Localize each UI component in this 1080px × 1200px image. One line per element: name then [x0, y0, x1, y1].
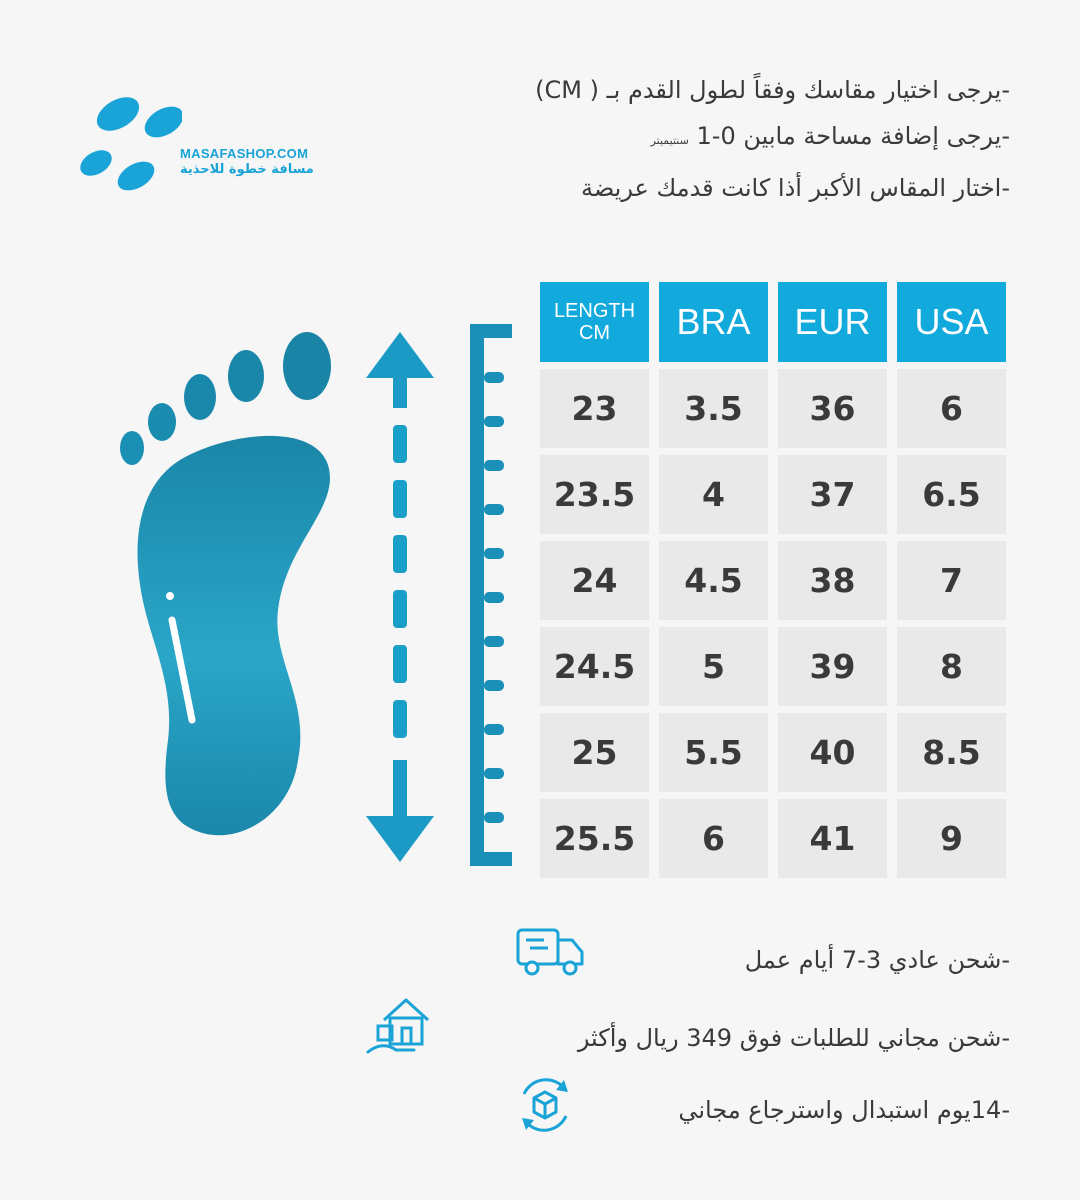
- cell-usa: 7: [897, 541, 1006, 620]
- header-bra: BRA: [659, 282, 768, 362]
- cell-bra: 3.5: [659, 369, 768, 448]
- cell-usa: 8: [897, 627, 1006, 706]
- cell-length: 24: [540, 541, 649, 620]
- note-foot-length: -يرجى اختيار مقاسك وفقاً لطول القدم بـ ( CM): [535, 76, 1010, 104]
- table-row: [540, 627, 1014, 706]
- foot-sole-icon: [120, 332, 331, 835]
- exchange-return-text: -14يوم استبدال واسترجاع مجاني: [678, 1096, 1010, 1124]
- cell-bra: 6: [659, 799, 768, 878]
- cell-eur: 36: [778, 369, 887, 448]
- cell-eur: 40: [778, 713, 887, 792]
- cell-length: 25: [540, 713, 649, 792]
- delivery-truck-icon: [514, 924, 586, 984]
- cell-length: 23.5: [540, 455, 649, 534]
- note-extra-space-unit: سنتيميتر: [650, 134, 689, 147]
- cell-usa: 6: [897, 369, 1006, 448]
- shipping-free-text: -شحن مجاني للطلبات فوق 349 ريال وأكثر: [577, 1024, 1010, 1052]
- cell-length: 23: [540, 369, 649, 448]
- header-length-line1: LENGTH: [553, 300, 636, 322]
- foot-measure-illustration: [110, 320, 530, 880]
- table-header-row: [540, 282, 1014, 362]
- table-body: [540, 369, 1014, 878]
- cell-bra: 5: [659, 627, 768, 706]
- ruler-icon: [470, 324, 512, 866]
- brand-name-ar: مسافة خطوة للاحذية: [180, 162, 314, 177]
- cell-bra: 4: [659, 455, 768, 534]
- header-length-line2: CM: [578, 322, 611, 344]
- cell-usa: 9: [897, 799, 1006, 878]
- table-row: [540, 799, 1014, 878]
- note-extra-space: [651, 122, 1010, 150]
- footprint-logo-icon: [72, 92, 182, 202]
- cell-eur: 39: [778, 627, 887, 706]
- table-row: [540, 455, 1014, 534]
- header-eur: EUR: [778, 282, 887, 362]
- return-box-icon: [512, 1072, 578, 1142]
- cell-length: 24.5: [540, 627, 649, 706]
- note-wide-foot: -اختار المقاس الأكبر أذا كانت قدمك عريضة: [580, 174, 1010, 202]
- cell-usa: 8.5: [897, 713, 1006, 792]
- brand-name-en: MASAFASHOP.COM: [180, 146, 309, 161]
- shipping-normal-text: -شحن عادي 3-7 أيام عمل: [744, 946, 1010, 974]
- brand-logo: [72, 92, 342, 202]
- cell-bra: 4.5: [659, 541, 768, 620]
- header-usa: USA: [897, 282, 1006, 362]
- note-extra-space-text: -يرجى إضافة مساحة مابين 0-1: [696, 122, 1010, 150]
- cell-eur: 41: [778, 799, 887, 878]
- table-row: [540, 369, 1014, 448]
- cell-bra: 5.5: [659, 713, 768, 792]
- house-box-hand-icon: [364, 988, 436, 1066]
- cell-usa: 6.5: [897, 455, 1006, 534]
- cell-eur: 38: [778, 541, 887, 620]
- size-chart-table: [540, 282, 1014, 885]
- table-row: [540, 541, 1014, 620]
- header-length: [540, 282, 649, 362]
- table-row: [540, 713, 1014, 792]
- cell-length: 25.5: [540, 799, 649, 878]
- double-arrow-icon: [366, 332, 434, 862]
- cell-eur: 37: [778, 455, 887, 534]
